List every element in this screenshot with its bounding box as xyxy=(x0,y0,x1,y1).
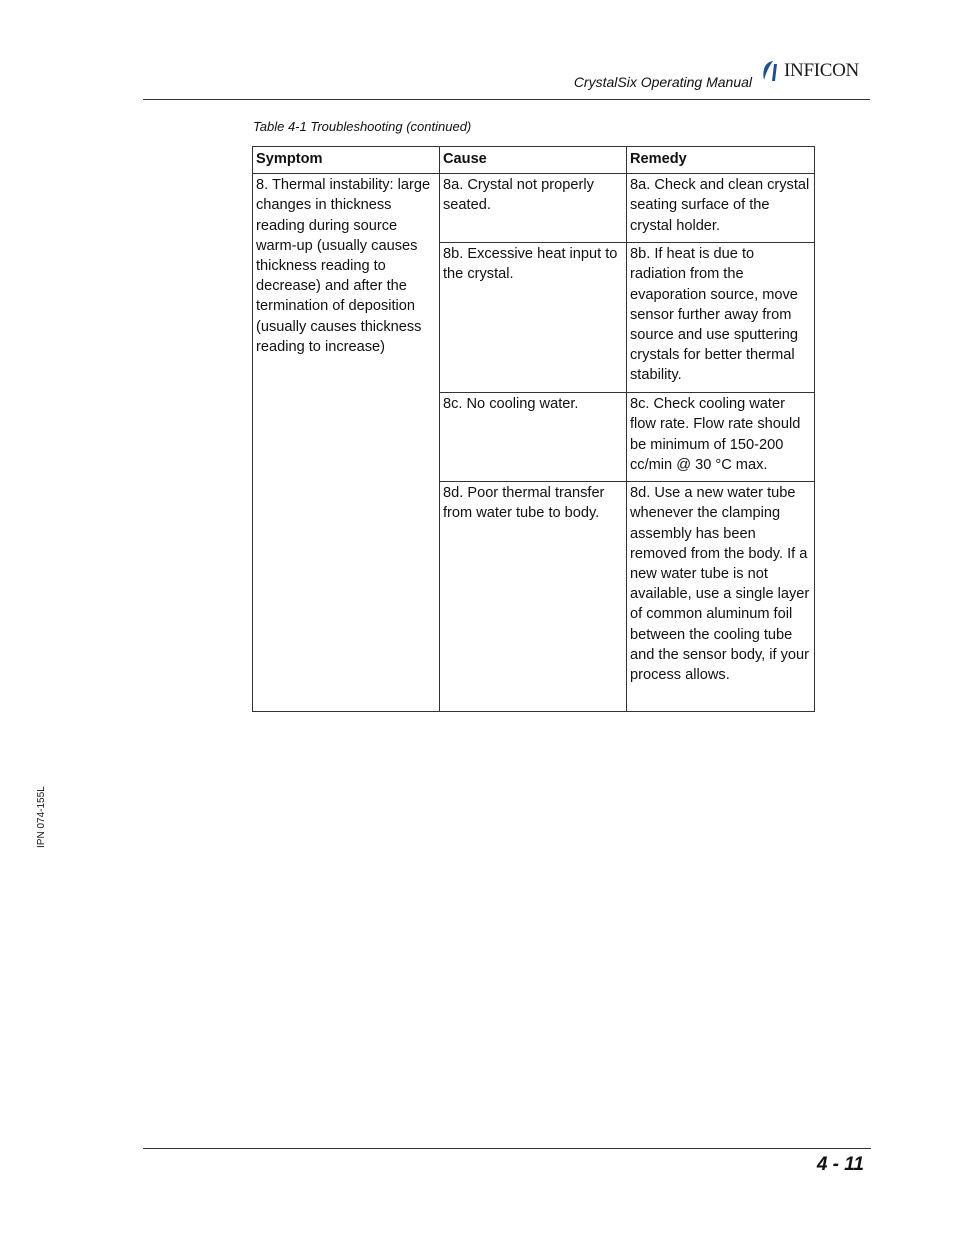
header-cause: Cause xyxy=(440,147,627,174)
table-caption: Table 4-1 Troubleshooting (continued) xyxy=(253,119,472,134)
cause-cell: 8a. Crystal not properly seated. xyxy=(440,174,627,243)
remedy-cell: 8a. Check and clean crystal seating surface of the crystal holder. xyxy=(627,174,815,243)
header-remedy: Remedy xyxy=(627,147,815,174)
footer-rule xyxy=(143,1148,871,1149)
header-rule xyxy=(143,99,870,100)
troubleshooting-table xyxy=(252,146,815,712)
logo-wordmark: INFICON xyxy=(784,60,859,81)
cause-cell: 8c. No cooling water. xyxy=(440,393,627,482)
header-symptom: Symptom xyxy=(253,147,440,174)
page-number: 4 - 11 xyxy=(816,1154,864,1175)
remedy-cell: 8c. Check cooling water flow rate. Flow rate should be minimum of 150-200 cc/min @ 30 °C max. xyxy=(627,393,815,482)
document-ipn-label: IPN 074-155L xyxy=(36,786,47,848)
cause-cell: 8b. Excessive heat input to the crystal. xyxy=(440,243,627,393)
table-row xyxy=(253,174,815,243)
cause-cell: 8d. Poor thermal transfer from water tube to body. xyxy=(440,482,627,712)
remedy-cell: 8b. If heat is due to radiation from the evaporation source, move sensor further away from source and use sputtering crystals for better thermal stability. xyxy=(627,243,815,393)
inficon-logo-icon xyxy=(760,59,782,83)
remedy-cell: 8d. Use a new water tube whenever the clamping assembly has been removed from the body. If a new water tube is not available, use a single layer of common aluminum foil between the cooling tube and the sensor body, if your process allows. xyxy=(627,482,815,712)
symptom-cell: 8. Thermal instability: large changes in thickness reading during source warm-up (usually causes thickness reading to decrease) and after the termination of deposition (usually causes thickness reading to increase) xyxy=(253,174,440,712)
inficon-logo xyxy=(760,58,859,84)
manual-title: CrystalSix Operating Manual xyxy=(573,74,752,90)
table-header-row xyxy=(253,147,815,174)
